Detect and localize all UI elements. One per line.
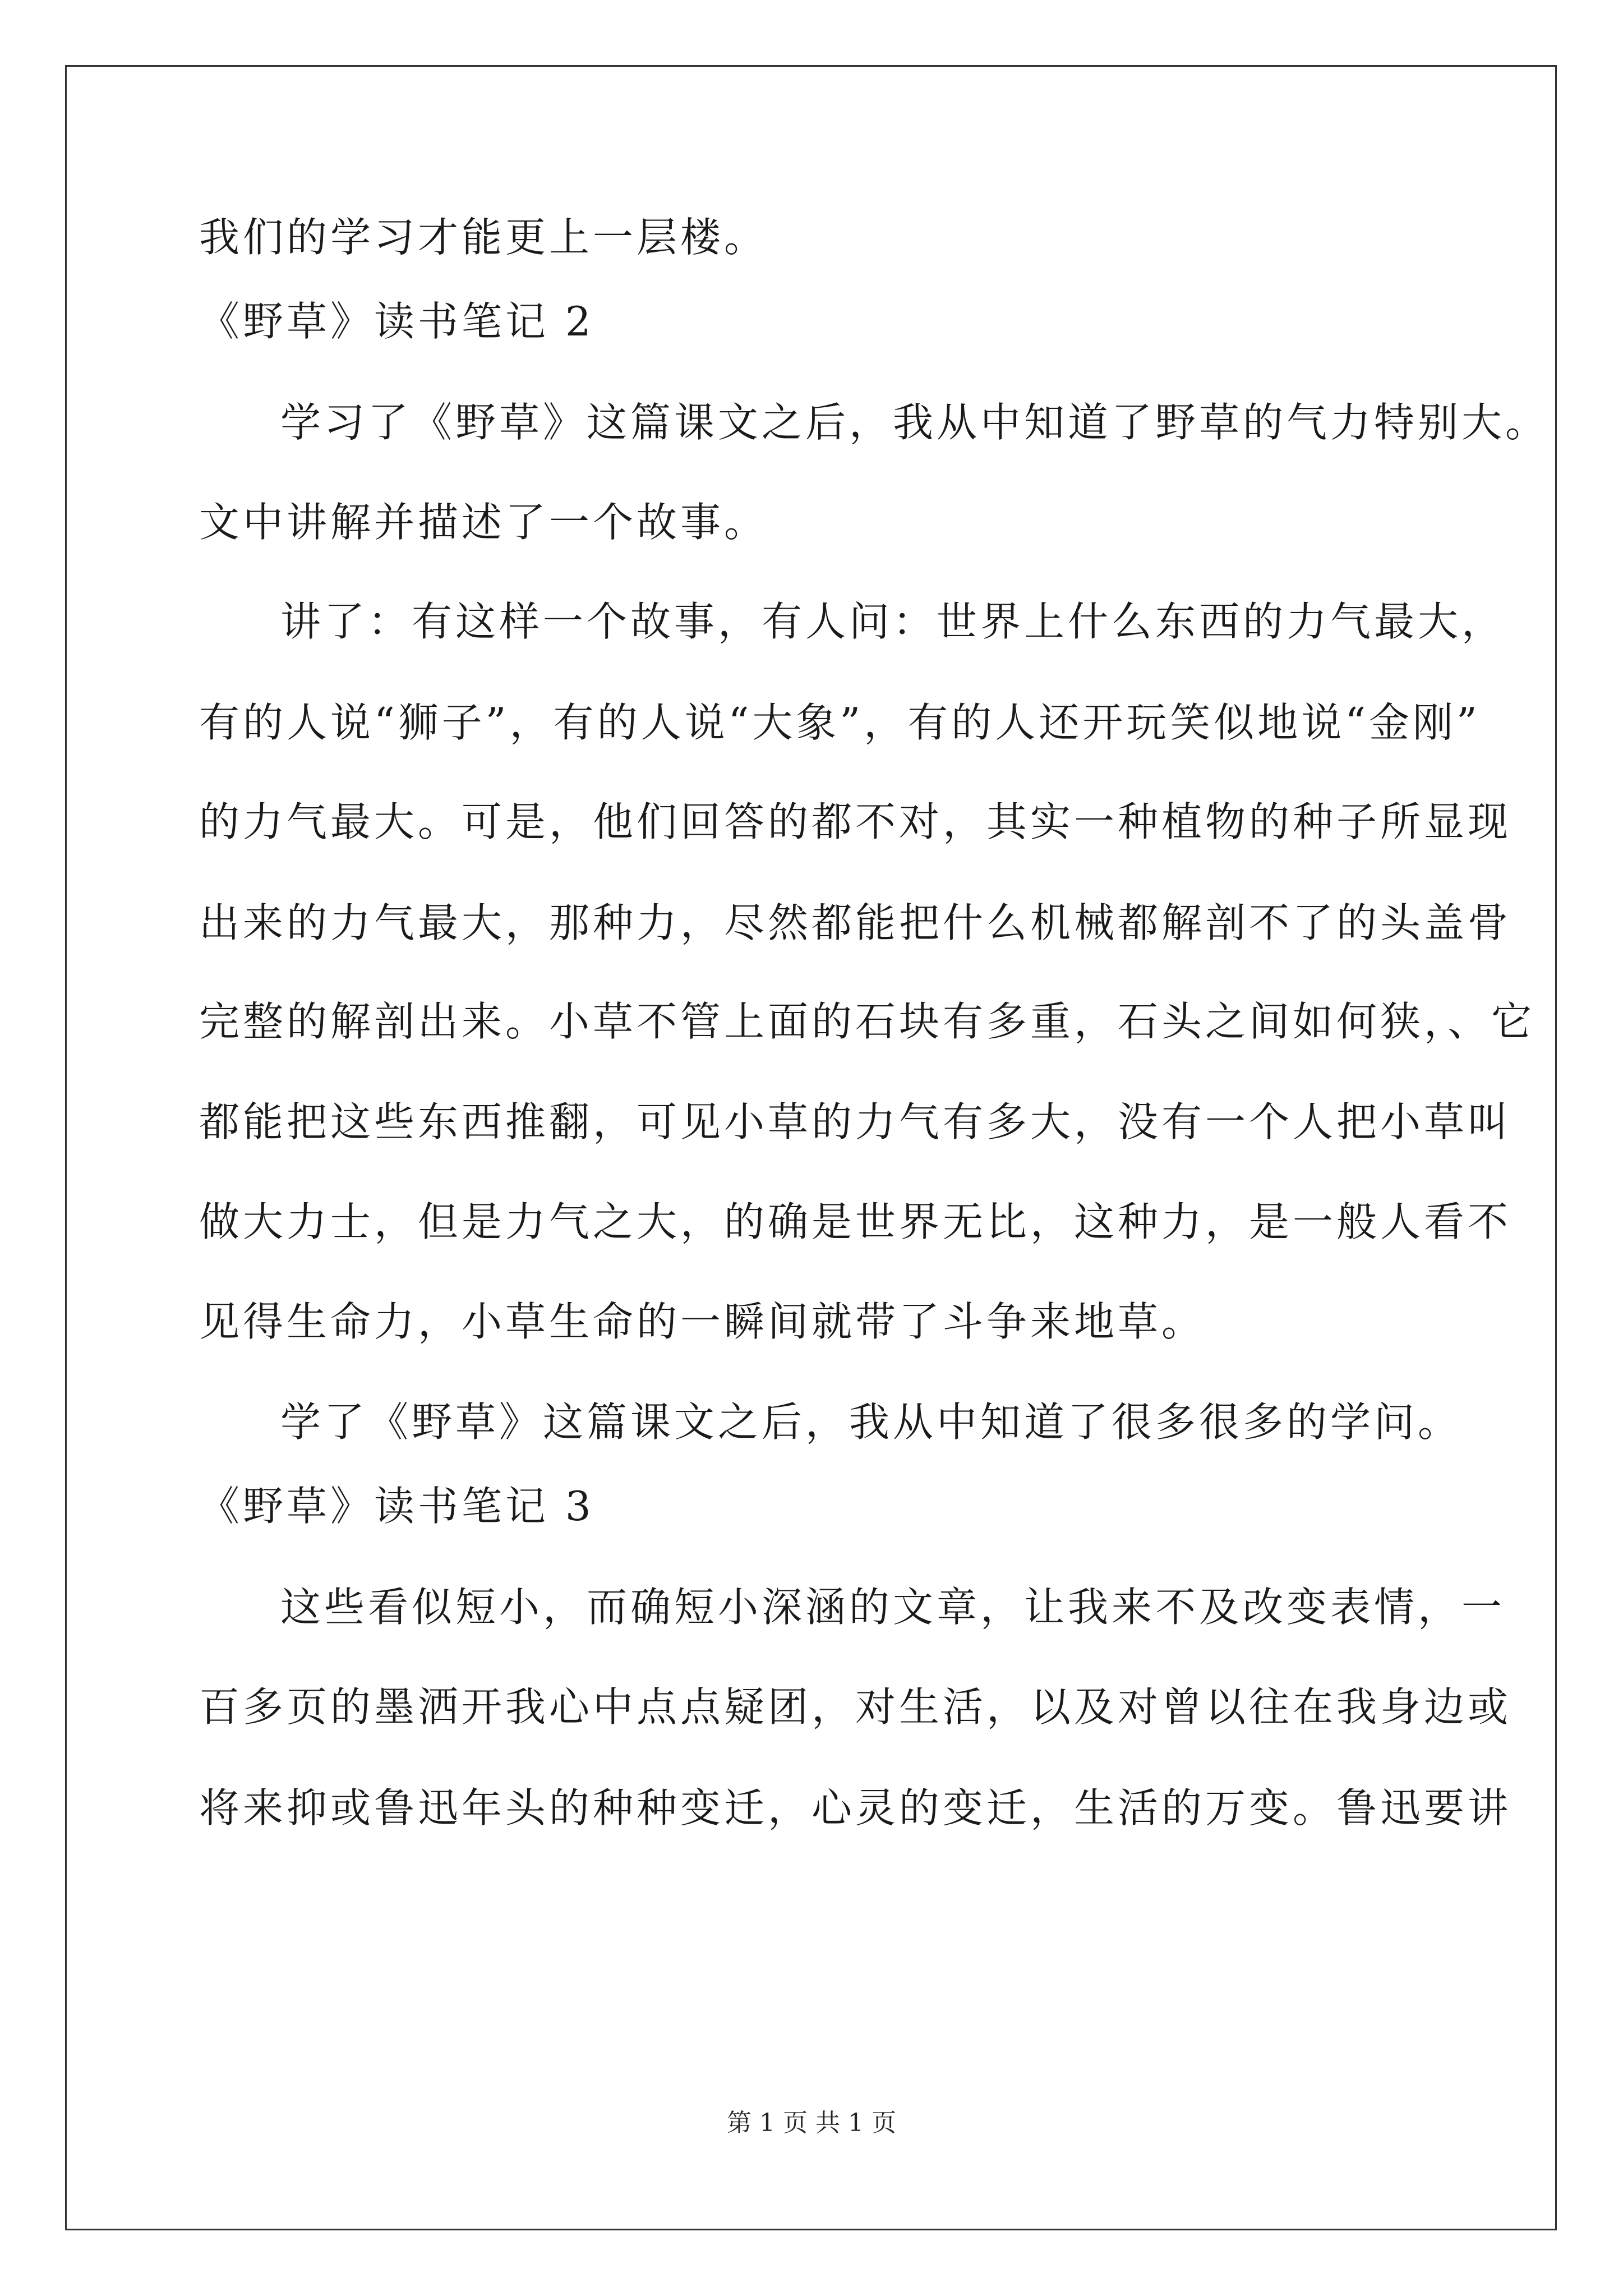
page-footer: 第 1 页 共 1 页 [727,2109,896,2137]
body-line: 有的人说“狮子”，有的人说“大象”，有的人还开玩笑似地说“金刚” [199,699,1481,746]
body-line: 见得生命力，小草生命的一瞬间就带了斗争来地草。 [199,1298,1206,1345]
body-line: 都能把这些东西推翻，可见小草的力气有多大，没有一个人把小草叫 [199,1098,1512,1145]
body-line: 学了《野草》这篇课文之后，我从中知道了很多很多的学问。 [280,1398,1462,1446]
body-line: 这些看似短小，而确短小深涵的文章，让我来不及改变表情，一 [280,1584,1506,1631]
body-line: 出来的力气最大，那种力，尽然都能把什么机械都解剖不了的头盖骨 [199,899,1512,946]
page-border [65,65,1557,2230]
body-line: 的力气最大。可是，他们回答的都不对，其实一种植物的种子所显现 [199,798,1512,845]
body-line: 我们的学习才能更上一层楼。 [199,214,768,261]
section-heading: 《野草》读书笔记 3 [199,1483,594,1530]
body-line: 完整的解剖出来。小草不管上面的石块有多重，石头之间如何狭，、它 [199,998,1536,1045]
body-line: 文中讲解并描述了一个故事。 [199,499,768,546]
body-line: 做大力士，但是力气之大，的确是世界无比，这种力，是一般人看不 [199,1198,1512,1245]
body-line: 百多页的墨洒开我心中点点疑团，对生活，以及对曾以往在我身边或 [199,1683,1512,1731]
body-line: 学习了《野草》这篇课文之后，我从中知道了野草的气力特别大。 [280,399,1550,446]
section-heading: 《野草》读书笔记 2 [199,298,594,345]
body-line: 讲了：有这样一个故事，有人问：世界上什么东西的力气最大， [280,598,1506,645]
body-line: 将来抑或鲁迅年头的种种变迁，心灵的变迁，生活的万变。鲁迅要讲 [199,1784,1512,1832]
